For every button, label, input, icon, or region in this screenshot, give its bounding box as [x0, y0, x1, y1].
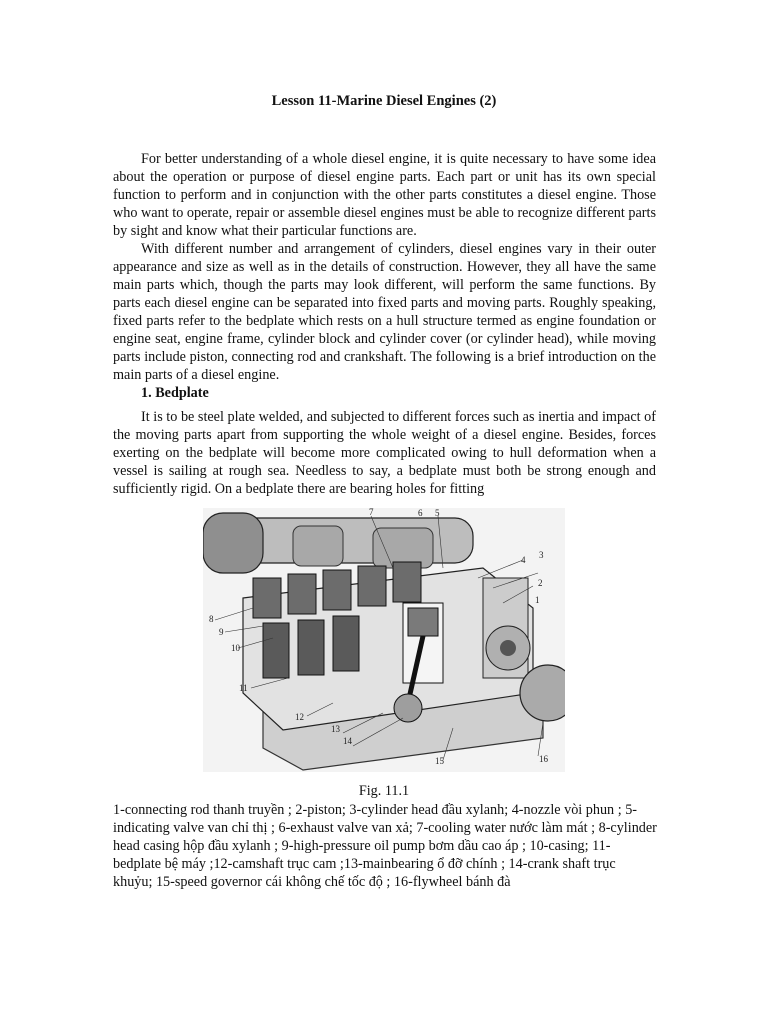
- callout-14: 14: [343, 736, 352, 746]
- callout-15: 15: [435, 756, 444, 766]
- callout-6: 6: [418, 508, 423, 518]
- legend-text: 1-connecting rod thanh truyền ; 2-piston; 3-cylinder head đầu xylanh; 4-nozzle vòi phun ; 5-indicating valve van chỉ thị ; 6-exhaust valve van xả; 7-cooling water nước làm mát ; 8-cylinder head casing hộp đầu xylanh ; 9-high-pressure oil pump bơm dầu cao áp ; 10-casing; 11-bedplate bệ máy ;12-camshaft trục cam ;13-mainbearing ổ đỡ chính ; 14-crank shaft trục khuỷu; 15-speed governor cái không chế tốc độ ; 16-flywheel bánh đà: [113, 802, 657, 890]
- paragraph-text: For better understanding of a whole diesel engine, it is quite necessary to have some idea about the operation or purpose of diesel engine parts. Each part or unit has its own special function to perform and in conjunction with the other parts constitutes a diesel engine. Those who want to operate, repair or assemble diesel engines must be able to recognize different parts by sight and know what their particular functions are.: [113, 151, 656, 239]
- page-title: Lesson 11-Marine Diesel Engines (2): [271, 93, 497, 109]
- paragraph-text: With different number and arrangement of cylinders, diesel engines vary in their outer appearance and size as well as in the details of construction. However, they all have the same main parts which, though the parts may look different, will perform the same functions. By parts each diesel engine can be separated into fixed parts and moving parts. Roughly speaking, fixed parts refer to the bedplate which rests on a hull structure termed as engine foundation or engine seat, engine frame, cylinder block and cylinder cover (or cylinder head), while moving parts include piston, connecting rod and crankshaft. The following is a brief introduction on the main parts of a diesel engine.: [113, 241, 656, 383]
- engine-drawing: [203, 508, 565, 772]
- callout-5: 5: [435, 508, 440, 518]
- callout-1: 1: [535, 595, 540, 605]
- engine-cutaway-figure: [203, 508, 565, 772]
- intro-paragraph-2: [113, 240, 656, 384]
- callout-7: 7: [369, 508, 374, 517]
- figure-caption: Fig. 11.1: [358, 783, 410, 799]
- callout-8: 8: [209, 614, 214, 624]
- callout-12: 12: [295, 712, 304, 722]
- intro-paragraph-1: [113, 150, 656, 240]
- callout-2: 2: [538, 578, 543, 588]
- callout-10: 10: [231, 643, 240, 653]
- callout-9: 9: [219, 627, 224, 637]
- paragraph-text: It is to be steel plate welded, and subjected to different forces such as inertia and impact of the moving parts apart from supporting the whole weight of a diesel engine. Besides, forces exerting on the bedplate will become more complicated owing to hull deformation when a vessel is sailing at rough sea. Needless to say, a bedplate must both be strong enough and sufficiently rigid. On a bedplate there are bearing holes for fitting: [113, 409, 656, 497]
- callout-3: 3: [539, 550, 544, 560]
- section-heading-bedplate: 1. Bedplate: [141, 385, 209, 401]
- figure-legend: [113, 801, 658, 891]
- callout-16: 16: [539, 754, 548, 764]
- callout-13: 13: [331, 724, 340, 734]
- bedplate-paragraph: [113, 408, 656, 498]
- callout-11: 11: [239, 683, 248, 693]
- callout-4: 4: [521, 555, 526, 565]
